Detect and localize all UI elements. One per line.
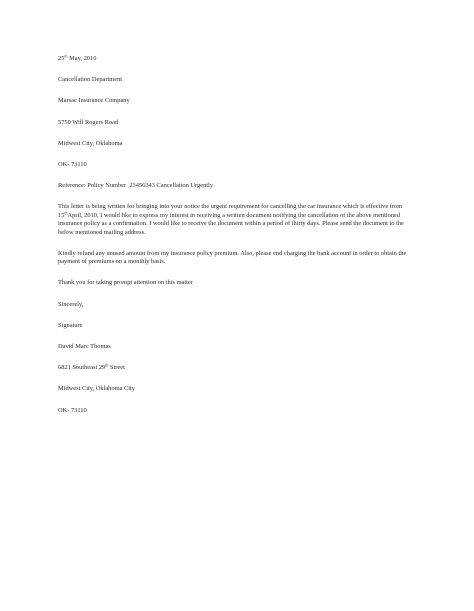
closing-sincerely: Sincerely, <box>58 300 84 308</box>
cancellation-letter <box>58 55 418 415</box>
date-suffix: th <box>64 53 68 59</box>
body-paragraph-1: This letter is being written for bringing into your notice the urgent requirement for cancelling the car insurance which is effective from 15thApril, 2010. I would like to express my interest in receiving a written document notifying the cancellation of the above mentioned insurance policy as a confirmation. I would like to receive the document within a period of thirty days. Please send the document to the below mentioned mailing address. <box>58 203 404 236</box>
sender-street: 6821 Southeast 29th Street <box>58 362 125 372</box>
sender-zip: OK- 73110 <box>58 406 87 414</box>
recipient-street: 5750 Will Rogers Road <box>58 118 119 126</box>
recipient-zip: OK- 73110 <box>58 161 87 169</box>
body-paragraph-3: Thank you for taking prompt attention on this matter <box>58 279 193 287</box>
reference-line: Reference: Policy Number 23456343 Cancellation Urgently <box>58 182 214 190</box>
recipient-department: Cancellation Department <box>58 76 123 84</box>
sender-name: David Marc Thomas <box>58 343 111 351</box>
sender-city: Midwest City, Oklahoma City <box>58 385 135 393</box>
recipient-company: Marsac Insurance Company <box>58 97 130 105</box>
letter-date: 25th May, 2010 <box>58 53 97 62</box>
closing-signature: Signature <box>58 321 83 329</box>
recipient-city: Midwest City, Oklahoma <box>58 139 123 147</box>
body-paragraph-2: Kindly refund any unused amount from my insurance policy premium. Also, please end charging the bank account in order to obtain the payment of premiums on a monthly basis. <box>58 249 407 266</box>
policy-number: 23456343 <box>129 182 155 190</box>
